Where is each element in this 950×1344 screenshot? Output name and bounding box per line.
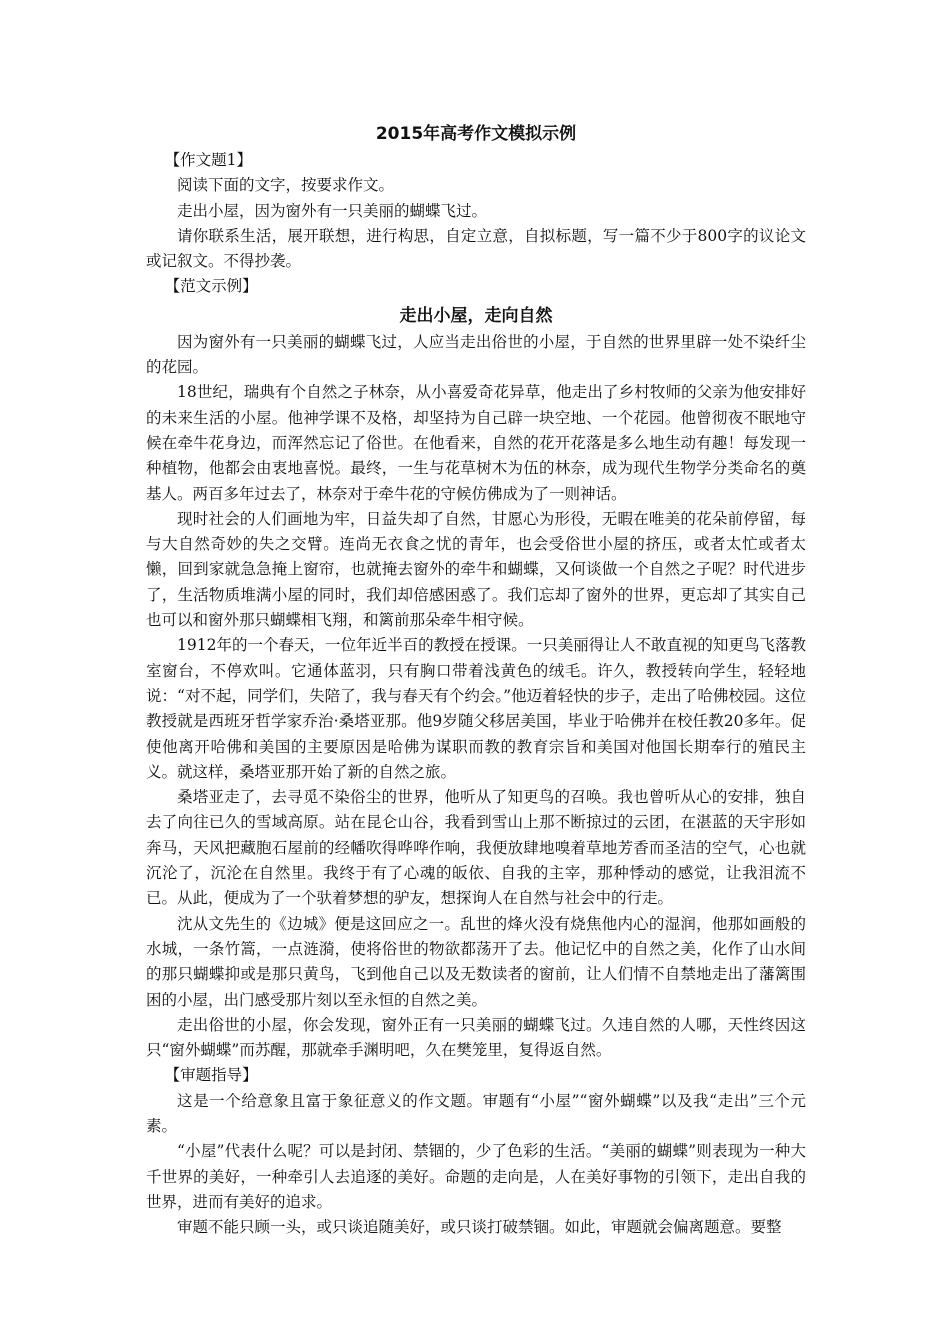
guidance-paragraph: 这是一个给意象且富于象征意义的作文题。审题有“小屋”“窗外蝴蝶”以及我“走出”三个元素。 <box>146 1091 806 1135</box>
guidance-paragraph: “小屋”代表什么呢？可以是封闭、禁锢的，少了色彩的生活。“美丽的蝴蝶”则表现为一种大千世界的美好，一种牵引人去追逐的美好。命题的走向是，人在美好事物的引领下，走出自我的世界，进而有美好的追求。 <box>146 1142 806 1211</box>
essay-paragraph: 沈从文先生的《边城》便是这回应之一。乱世的烽火没有烧焦他内心的湿润，他那如画般的水城，一条竹篙，一点涟漪，使将俗世的物欲都荡开了去。他记忆中的自然之美，化作了山水间的那只蝴蝶抑或是那只黄鸟，飞到他自己以及无数读者的窗前，让人们情不自禁地走出了藩篱围困的小屋，出门感受那片刻以至永恒的自然之美。 <box>146 914 806 1009</box>
prompt-requirement: 请你联系生活，展开联想，进行构思，自定立意，自拟标题，写一篇不少于800字的议论文或记叙文。不得抄袭。 <box>146 226 806 271</box>
prompt-heading: 【作文题1】 <box>164 151 252 169</box>
essay-paragraph: 桑塔亚走了，去寻觅不染俗尘的世界，他听从了知更鸟的召唤。我也曾听从心的安排，独自去了向往已久的雪域高原。站在昆仑山谷，我看到雪山上那不断掠过的云团，在湛蓝的天宇形如奔马，天风把藏胞石屋前的经幡吹得哗哗作响，我便放肆地嗅着草地芳香而圣洁的空气，心也就沉沦了，沉沦在自然里。我终于有了心魂的皈依、自我的主宰，那种悸动的感觉，让我泪流不已。从此，便成为了一个驮着梦想的驴友，想探询人在自然与社会中的行走。 <box>146 788 806 908</box>
sample-heading: 【范文示例】 <box>164 277 258 296</box>
essay-paragraph: 现时社会的人们画地为牢，日益失却了自然，甘愿心为形役，无暇在唯美的花朵前停留，每与大自然奇妙的失之交臂。连尚无衣食之忧的青年，也会受俗世小屋的挤压，或者太忙或者太懒，回到家就急急掩上窗帘，也就掩去窗外的牵牛和蝴蝶，又何谈做一个自然之子呢？时代进步了，生活物质堆满小屋的同时，我们却倍感困惑了。我们忘却了窗外的世界，更忘却了其实自己也可以和窗外那只蝴蝶相飞翔，和篱前那朵牵牛相守候。 <box>146 509 806 630</box>
document-title: 2015年高考作文模拟示例 <box>375 124 577 144</box>
document-body <box>146 120 806 1240</box>
essay-title: 走出小屋，走向自然 <box>399 305 553 326</box>
essay-paragraph: 走出俗世的小屋，你会发现，窗外正有一只美丽的蝴蝶飞过。久违自然的人哪，天性终因这只“窗外蝴蝶”而苏醒，那就牵手渊明吧，久在樊笼里，复得返自然。 <box>146 1015 806 1060</box>
essay-paragraph: 18世纪，瑞典有个自然之子林奈，从小喜爱奇花异草，他走出了乡村牧师的父亲为他安排好的未来生活的小屋。他神学课不及格，却坚持为自己辟一块空地、一个花园。他曾彻夜不眠地守候在牵牛花身边，而浑然忘记了俗世。在他看来，自然的花开花落是多么地生动有趣！每发现一种植物，他都会由衷地喜悦。最终，一生与花草树木为伍的林奈，成为现代生物学分类命名的奠基人。两百多年过去了，林奈对于牵牛花的守候仿佛成为了一则神话。 <box>146 383 806 503</box>
prompt-instruction: 阅读下面的文字，按要求作文。 <box>177 176 395 195</box>
guidance-heading: 【审题指导】 <box>164 1066 258 1085</box>
guidance-paragraph: 审题不能只顾一头，或只谈追随美好，或只谈打破禁锢。如此，审题就会偏离题意。要整 <box>177 1218 782 1237</box>
essay-paragraph: 因为窗外有一只美丽的蝴蝶飞过，人应当走出俗世的小屋，于自然的世界里辟一处不染纤尘的花园。 <box>146 332 806 377</box>
essay-paragraph: 1912年的一个春天，一位年近半百的教授在授课。一只美丽得让人不敢直视的知更鸟飞落教室窗台，不停欢叫。它通体蓝羽，只有胸口带着浅黄色的绒毛。许久，教授转向学生，轻轻地说：“对不起，同学们，失陪了，我与春天有个约会。”他迈着轻快的步子，走出了哈佛校园。这位教授就是西班牙哲学家乔治·桑塔亚那。他9岁随父移居美国，毕业于哈佛并在校任教20多年。促使他离开哈佛和美国的主要原因是哈佛为谋职而教的教育宗旨和美国对他国长期奉行的殖民主义。就这样，桑塔亚那开始了新的自然之旅。 <box>146 636 806 781</box>
prompt-text: 走出小屋，因为窗外有一只美丽的蝴蝶飞过。 <box>177 201 488 220</box>
